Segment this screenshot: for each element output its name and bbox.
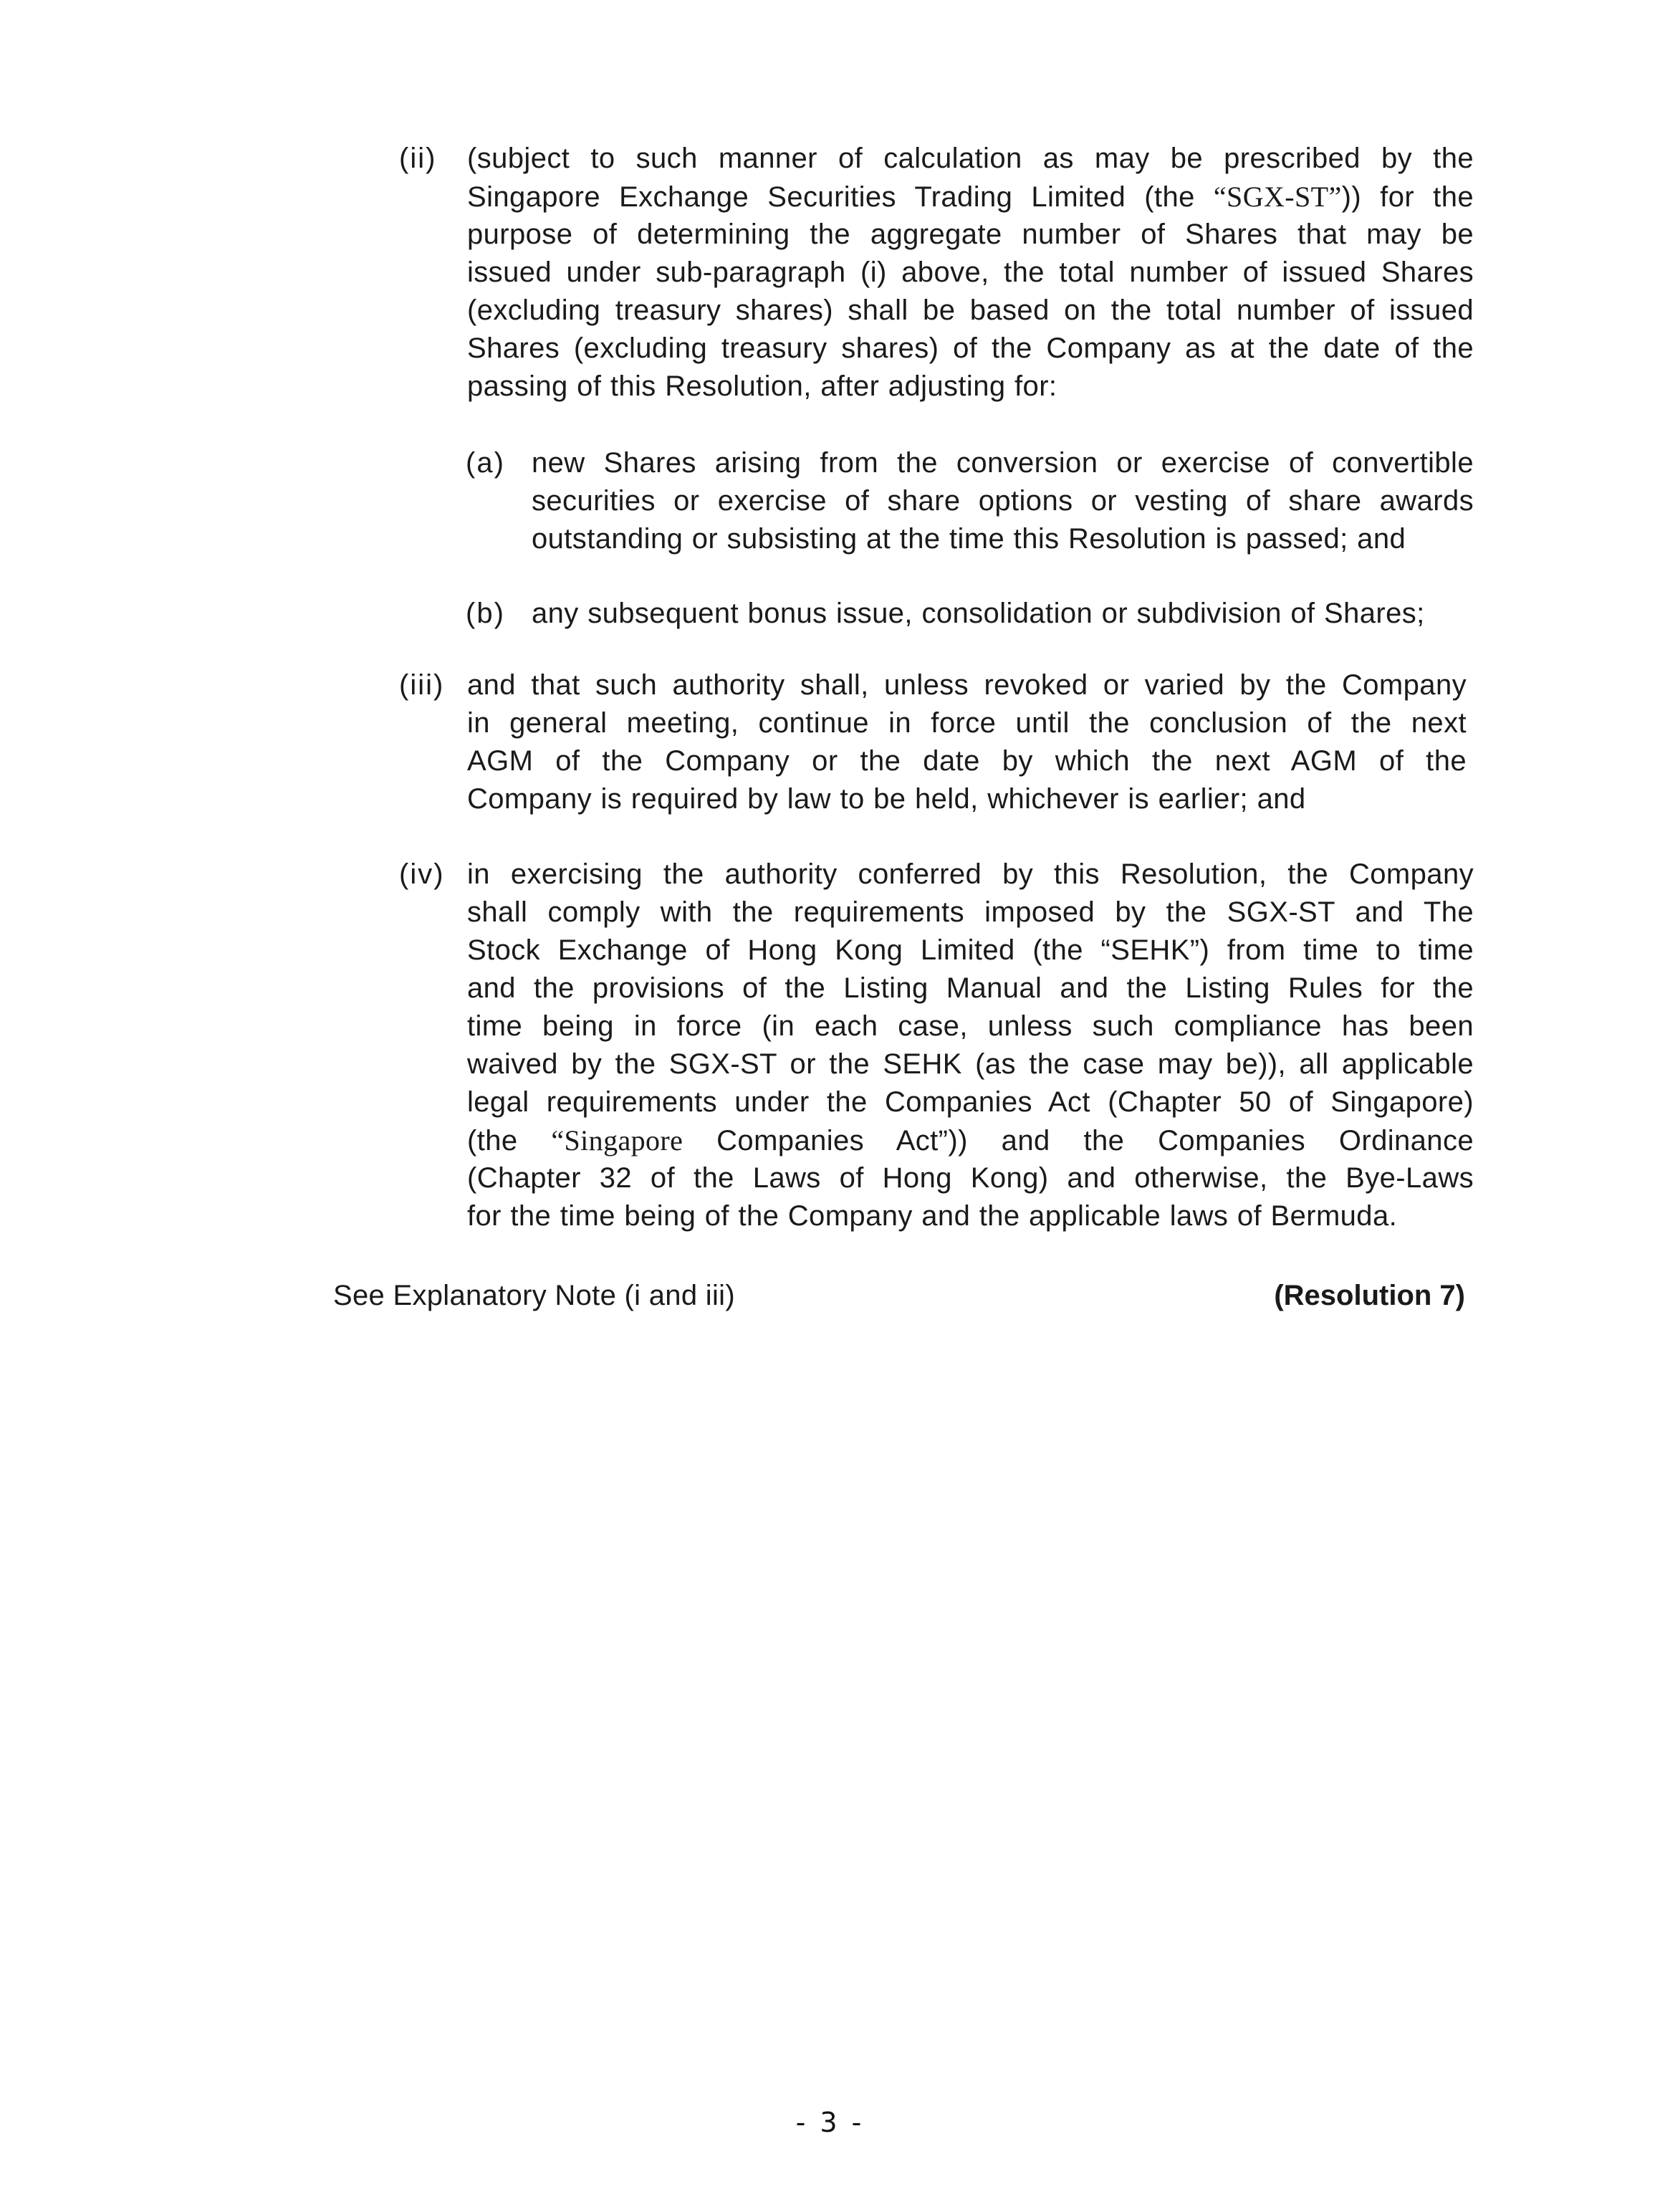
- text-line: Singapore Exchange Securities Trading Limited (the “SGX-ST”)) for the: [467, 181, 1474, 213]
- text-line: in exercising the authority conferred by this Resolution, the Company: [467, 858, 1474, 890]
- clause-ii-label: (ii): [399, 143, 437, 174]
- text-line: time being in force (in each case, unless such compliance has been: [467, 1010, 1474, 1042]
- text-line: securities or exercise of share options or vesting of share awards: [532, 485, 1474, 517]
- text-line: any subsequent bonus issue, consolidation or subdivision of Shares;: [532, 598, 1425, 629]
- clause-ii-text: [467, 140, 1474, 406]
- text-line: Company is required by law to be held, whichever is earlier; and: [467, 783, 1306, 815]
- text-line: (Chapter 32 of the Laws of Hong Kong) and otherwise, the Bye-Laws: [467, 1162, 1474, 1194]
- sub-clause-a-label: (a): [466, 447, 505, 479]
- page-number: - 3 -: [795, 2107, 865, 2138]
- text-line: Stock Exchange of Hong Kong Limited (the “SEHK”) from time to time: [467, 934, 1474, 966]
- sub-clause-b-text: [532, 595, 1474, 633]
- clause-iii-text: [467, 666, 1467, 818]
- text-line: outstanding or subsisting at the time this Resolution is passed; and: [532, 523, 1406, 555]
- text-line: in general meeting, continue in force until the conclusion of the next: [467, 707, 1467, 739]
- sub-clause-a-text: [532, 444, 1474, 558]
- text-line: new Shares arising from the conversion or exercise of convertible: [532, 447, 1474, 479]
- resolution-number: (Resolution 7): [1274, 1280, 1465, 1311]
- text-line: shall comply with the requirements imposed by the SGX-ST and The: [467, 896, 1474, 928]
- text-line: issued under sub-paragraph (i) above, the total number of issued Shares: [467, 257, 1474, 288]
- text-line: purpose of determining the aggregate number of Shares that may be: [467, 219, 1474, 250]
- text-line: waived by the SGX-ST or the SEHK (as the case may be)), all applicable: [467, 1048, 1474, 1080]
- text-line: passing of this Resolution, after adjusting for:: [467, 370, 1057, 402]
- text-line: legal requirements under the Companies Act (Chapter 50 of Singapore): [467, 1086, 1474, 1118]
- text-line: and that such authority shall, unless revoked or varied by the Company: [467, 669, 1467, 701]
- clause-iv-text: [467, 856, 1474, 1235]
- explanatory-note-reference: See Explanatory Note (i and iii): [333, 1280, 735, 1311]
- sub-clause-b-label: (b): [466, 598, 505, 629]
- text-line: (excluding treasury shares) shall be based on the total number of issued: [467, 295, 1474, 326]
- text-line: (the “Singapore Companies Act”)) and the Companies Ordinance: [467, 1124, 1474, 1157]
- text-line: AGM of the Company or the date by which the next AGM of the: [467, 745, 1467, 777]
- clause-iii-label: (iii): [399, 669, 445, 701]
- text-line: and the provisions of the Listing Manual and the Listing Rules for the: [467, 972, 1474, 1004]
- text-line: Shares (excluding treasury shares) of the Company as at the date of the: [467, 332, 1474, 364]
- clause-iv-label: (iv): [399, 858, 445, 890]
- text-line: for the time being of the Company and the applicable laws of Bermuda.: [467, 1200, 1398, 1232]
- defined-term: “Singapore: [551, 1124, 683, 1157]
- defined-term: “SGX-ST”: [1213, 181, 1342, 213]
- text-line: (subject to such manner of calculation as may be prescribed by the: [467, 143, 1474, 174]
